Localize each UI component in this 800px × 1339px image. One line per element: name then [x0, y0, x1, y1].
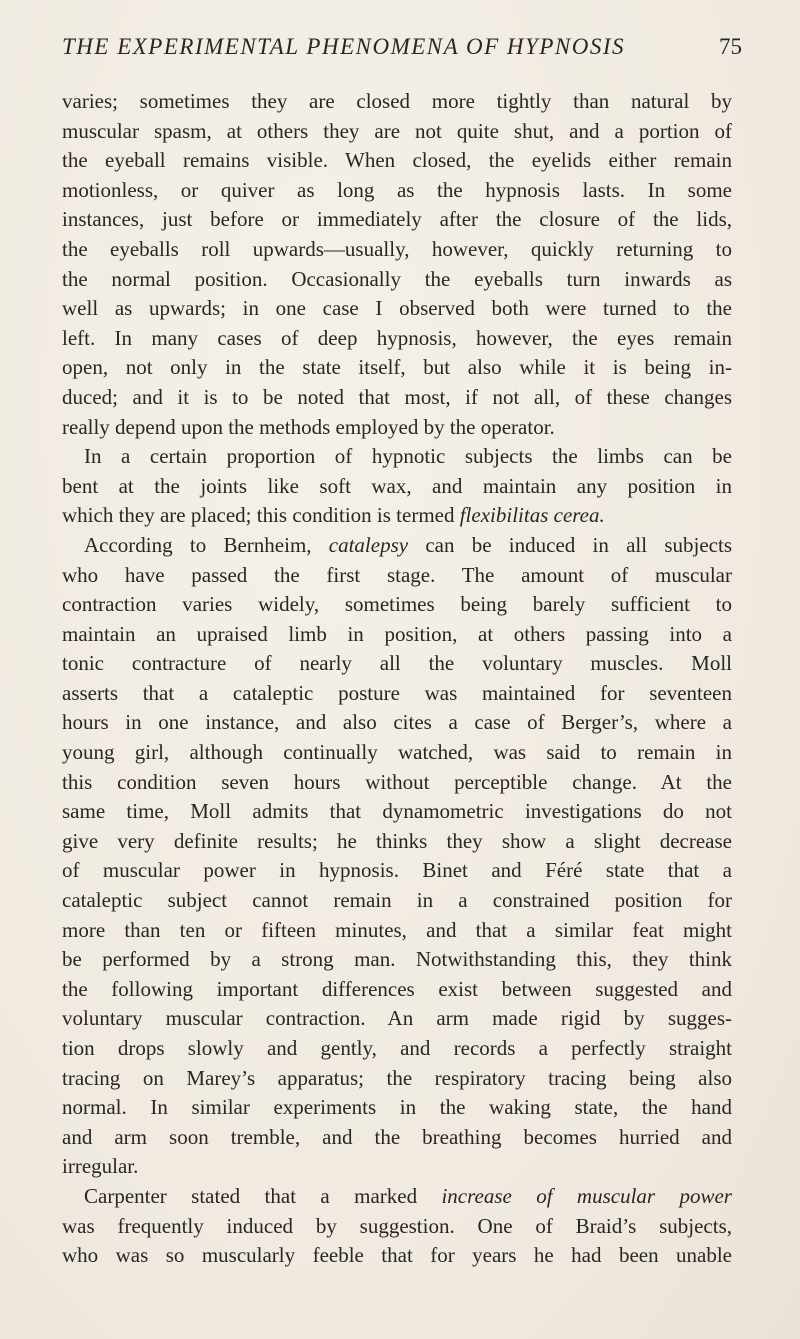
text-line: In a certain proportion of hypnotic subjects the limbs can be	[84, 444, 732, 469]
text-line: asserts that a cataleptic posture was maintained for seventeen	[62, 680, 732, 705]
text-line: instances, just before or immediately after the closure of the lids,	[62, 207, 732, 232]
text-line: the normal position. Occasionally the eyeballs turn inwards as	[62, 266, 732, 291]
text-line: tonic contracture of nearly all the voluntary muscles. Moll	[62, 651, 732, 676]
text-line: be performed by a strong man. Notwithstanding this, they think	[62, 947, 732, 972]
text-line: was frequently induced by suggestion. One of Braid’s subjects,	[62, 1213, 732, 1238]
line-text: can be induced in all subjects	[408, 532, 733, 557]
line-text: Carpenter stated that a marked	[84, 1183, 442, 1208]
text-line: this condition seven hours without perceptible change. At the	[62, 769, 732, 794]
text-line: left. In many cases of deep hypnosis, however, the eyes remain	[62, 325, 732, 350]
text-line: well as upwards; in one case I observed both were turned to the	[62, 296, 732, 321]
text-line: cataleptic subject cannot remain in a constrained position for	[62, 888, 732, 913]
text-line: varies; sometimes they are closed more tightly than natural by	[62, 89, 732, 113]
italic-term: increase of muscular power	[441, 1183, 732, 1208]
text-line: really depend upon the methods employed by the operator.	[62, 414, 555, 439]
text-line: motionless, or quiver as long as the hypnosis lasts. In some	[62, 177, 732, 202]
text-line: and arm soon tremble, and the breathing becomes hurried and	[62, 1124, 732, 1149]
body-text	[62, 87, 732, 1271]
line-text: which they are placed; this condition is termed	[62, 503, 460, 528]
text-line: tracing on Marey’s apparatus; the respiratory tracing being also	[62, 1065, 732, 1090]
text-line: bent at the joints like soft wax, and maintain any position in	[62, 473, 732, 498]
text-line: normal. In similar experiments in the waking state, the hand	[62, 1095, 732, 1120]
text-line: hours in one instance, and also cites a case of Berger’s, where a	[62, 710, 732, 735]
text-line: irregular.	[62, 1154, 139, 1179]
text-line: tion drops slowly and gently, and records a perfectly straight	[62, 1036, 732, 1060]
italic-term: catalepsy	[328, 532, 409, 557]
running-head	[62, 34, 742, 64]
text-line-mixed	[62, 531, 732, 561]
text-line: more than ten or fifteen minutes, and that a similar feat might	[62, 917, 732, 942]
text-line: open, not only in the state itself, but also while it is being in-	[62, 355, 732, 380]
text-line-mixed	[62, 501, 732, 531]
text-line: who have passed the first stage. The amount of muscular	[62, 562, 732, 587]
text-line: same time, Moll admits that dynamometric investigations do not	[62, 799, 732, 824]
text-line: the following important differences exist between suggested and	[62, 976, 732, 1001]
text-line: duced; and it is to be noted that most, if not all, of these changes	[62, 384, 732, 409]
text-line: give very definite results; he thinks they show a slight decrease	[62, 828, 732, 853]
text-line: who was so muscularly feeble that for years he had been unable	[62, 1243, 732, 1268]
text-line: muscular spasm, at others they are not quite shut, and a portion of	[62, 118, 732, 143]
line-text: According to Bernheim,	[84, 532, 329, 557]
running-title: THE EXPERIMENTAL PHENOMENA OF HYPNOSIS	[62, 34, 625, 59]
italic-term: flexibilitas cerea.	[459, 503, 605, 528]
text-line: maintain an upraised limb in position, at others passing into a	[62, 621, 732, 646]
text-line-mixed	[62, 1182, 732, 1212]
text-line: contraction varies widely, sometimes being barely sufficient to	[62, 592, 732, 617]
text-line: voluntary muscular contraction. An arm made rigid by sugges-	[62, 1006, 732, 1031]
page-number: 75	[719, 34, 742, 59]
text-line: of muscular power in hypnosis. Binet and Féré state that a	[62, 858, 732, 883]
text-line: young girl, although continually watched, was said to remain in	[62, 740, 732, 765]
text-line: the eyeball remains visible. When closed, the eyelids either remain	[62, 148, 732, 173]
text-line: the eyeballs roll upwards—usually, however, quickly returning to	[62, 236, 732, 261]
